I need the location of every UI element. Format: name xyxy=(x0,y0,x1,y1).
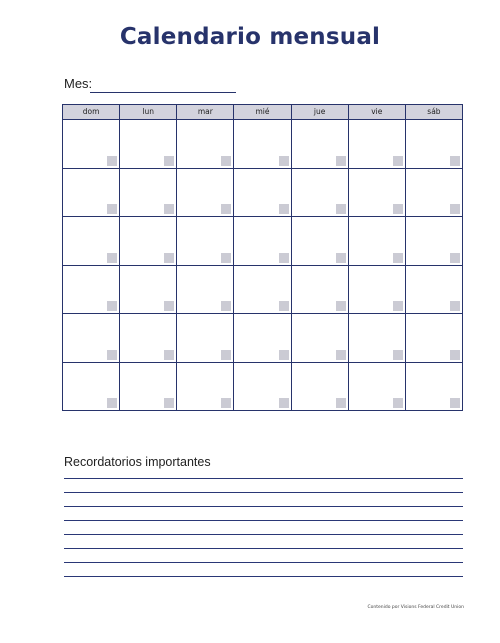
calendar-day-cell xyxy=(63,120,120,168)
calendar-day-cell xyxy=(120,120,177,168)
calendar-day-cell xyxy=(120,363,177,411)
date-box xyxy=(450,156,460,166)
date-box xyxy=(393,350,403,360)
calendar-day-cell xyxy=(120,169,177,217)
date-box xyxy=(164,253,174,263)
calendar-day-cell xyxy=(177,266,234,314)
reminder-lines xyxy=(64,478,463,590)
reminder-write-line xyxy=(64,576,463,577)
date-box xyxy=(279,398,289,408)
date-box xyxy=(164,301,174,311)
date-box xyxy=(393,156,403,166)
page-title: Calendario mensual xyxy=(119,24,381,50)
calendar-day-cell xyxy=(234,266,291,314)
calendar-day-cell xyxy=(63,217,120,265)
calendar-day-cell xyxy=(349,217,406,265)
calendar-day-cell xyxy=(63,169,120,217)
date-box xyxy=(279,301,289,311)
calendar-day-cell xyxy=(406,363,462,411)
calendar-day-cell xyxy=(120,314,177,362)
calendar-day-cell xyxy=(349,363,406,411)
calendar-day-cell xyxy=(177,217,234,265)
date-box xyxy=(279,156,289,166)
calendar-day-cell xyxy=(349,266,406,314)
date-box xyxy=(336,253,346,263)
date-box xyxy=(107,301,117,311)
calendar-week-row xyxy=(63,362,462,411)
calendar-day-cell xyxy=(177,169,234,217)
weekday-header: mar xyxy=(177,105,234,119)
date-box xyxy=(393,204,403,214)
weekday-header: lun xyxy=(120,105,177,119)
date-box xyxy=(221,156,231,166)
calendar-day-cell xyxy=(406,314,462,362)
date-box xyxy=(393,253,403,263)
reminder-write-line xyxy=(64,520,463,521)
calendar-day-cell xyxy=(63,314,120,362)
date-box xyxy=(164,398,174,408)
calendar-grid xyxy=(62,104,463,411)
date-box xyxy=(107,156,117,166)
calendar-day-cell xyxy=(120,217,177,265)
date-box xyxy=(107,398,117,408)
date-box xyxy=(336,350,346,360)
calendar-day-cell xyxy=(234,120,291,168)
date-box xyxy=(164,156,174,166)
date-box xyxy=(221,204,231,214)
calendar-day-cell xyxy=(349,120,406,168)
calendar-day-cell xyxy=(120,266,177,314)
date-box xyxy=(336,398,346,408)
date-box xyxy=(279,253,289,263)
calendar-week-row xyxy=(63,119,462,168)
reminder-write-line xyxy=(64,562,463,563)
date-box xyxy=(393,398,403,408)
calendar-day-cell xyxy=(177,314,234,362)
date-box xyxy=(164,204,174,214)
reminder-write-line xyxy=(64,492,463,493)
footer-credit: Contenido por Visions Federal Credit Union xyxy=(367,605,464,610)
calendar-week-row xyxy=(63,216,462,265)
date-box xyxy=(450,253,460,263)
calendar-day-cell xyxy=(292,169,349,217)
date-box xyxy=(336,156,346,166)
calendar-day-cell xyxy=(292,217,349,265)
date-box xyxy=(221,350,231,360)
calendar-day-cell xyxy=(63,363,120,411)
calendar-day-cell xyxy=(234,363,291,411)
date-box xyxy=(107,253,117,263)
date-box xyxy=(450,301,460,311)
weekday-header: dom xyxy=(63,105,120,119)
calendar-day-cell xyxy=(406,217,462,265)
month-write-line xyxy=(90,92,236,93)
date-box xyxy=(336,301,346,311)
reminder-write-line xyxy=(64,478,463,479)
calendar-day-cell xyxy=(177,120,234,168)
month-label: Mes: xyxy=(64,76,93,91)
reminder-write-line xyxy=(64,506,463,507)
date-box xyxy=(393,301,403,311)
weekday-header-row xyxy=(63,105,462,119)
calendar-day-cell xyxy=(292,120,349,168)
weekday-header: vie xyxy=(349,105,406,119)
reminders-title: Recordatorios importantes xyxy=(64,455,211,469)
calendar-day-cell xyxy=(177,363,234,411)
date-box xyxy=(221,398,231,408)
calendar-week-row xyxy=(63,265,462,314)
date-box xyxy=(279,350,289,360)
date-box xyxy=(221,253,231,263)
date-box xyxy=(164,350,174,360)
date-box xyxy=(450,204,460,214)
calendar-day-cell xyxy=(406,120,462,168)
date-box xyxy=(450,350,460,360)
calendar-day-cell xyxy=(406,266,462,314)
calendar-day-cell xyxy=(406,169,462,217)
reminder-write-line xyxy=(64,534,463,535)
calendar-day-cell xyxy=(234,169,291,217)
weekday-header: sáb xyxy=(406,105,462,119)
reminder-write-line xyxy=(64,548,463,549)
date-box xyxy=(221,301,231,311)
calendar-day-cell xyxy=(349,169,406,217)
date-box xyxy=(336,204,346,214)
calendar-day-cell xyxy=(292,314,349,362)
date-box xyxy=(279,204,289,214)
calendar-day-cell xyxy=(234,217,291,265)
weekday-header: jue xyxy=(292,105,349,119)
calendar-day-cell xyxy=(234,314,291,362)
date-box xyxy=(450,398,460,408)
calendar-day-cell xyxy=(349,314,406,362)
date-box xyxy=(107,350,117,360)
calendar-day-cell xyxy=(292,363,349,411)
calendar-week-row xyxy=(63,168,462,217)
weekday-header: mié xyxy=(234,105,291,119)
calendar-day-cell xyxy=(292,266,349,314)
calendar-week-row xyxy=(63,313,462,362)
calendar-body xyxy=(63,119,462,410)
calendar-day-cell xyxy=(63,266,120,314)
date-box xyxy=(107,204,117,214)
